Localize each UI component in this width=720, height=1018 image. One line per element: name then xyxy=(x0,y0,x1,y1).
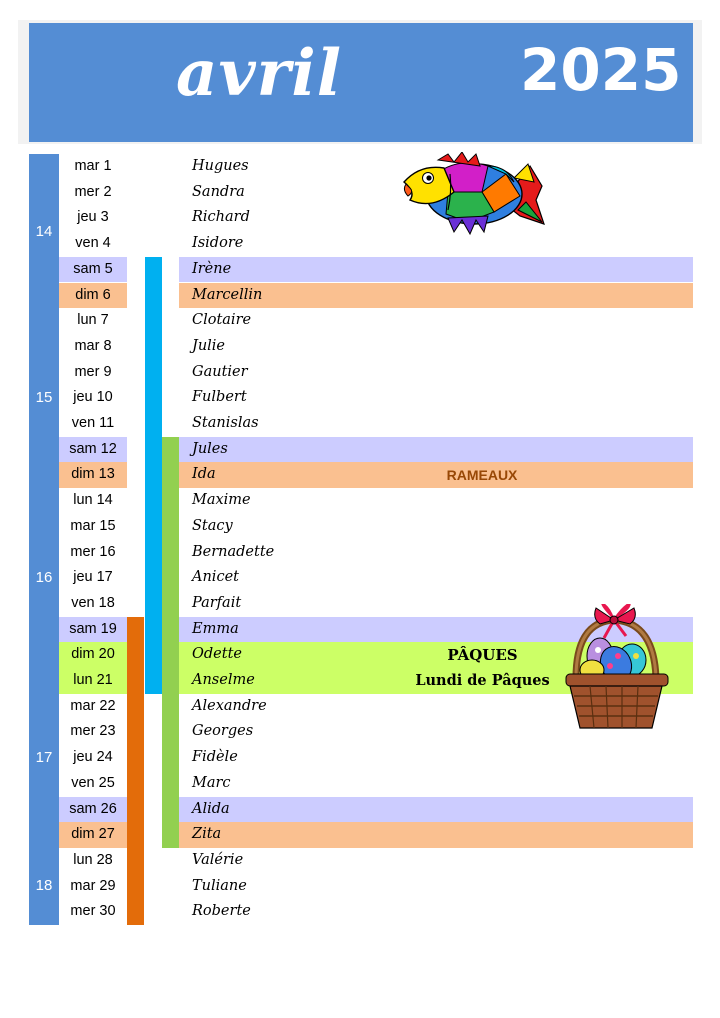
day-label: mar 1 xyxy=(74,158,112,174)
saint-name: Alida xyxy=(179,797,693,823)
saint-name: Hugues xyxy=(192,158,249,174)
saint-name: Jules xyxy=(179,437,693,463)
saint-name: Richard xyxy=(192,209,250,226)
day-row xyxy=(0,180,720,206)
day-label: jeu 3 xyxy=(77,209,109,226)
easter-basket-icon xyxy=(562,604,672,732)
day-row xyxy=(0,385,720,411)
day-row xyxy=(0,437,720,463)
day-label: sam 26 xyxy=(59,797,127,823)
saint-name: Ida xyxy=(179,462,693,488)
week-number: 15 xyxy=(35,389,53,406)
april-fish-icon xyxy=(402,152,546,236)
day-label: dim 20 xyxy=(59,642,127,668)
day-label: ven 25 xyxy=(71,774,115,791)
month-title: avril xyxy=(176,36,342,111)
day-row xyxy=(0,899,720,925)
day-label: jeu 24 xyxy=(73,749,113,766)
vacation-zone-a-bar xyxy=(145,257,162,694)
day-label: ven 4 xyxy=(75,235,111,252)
day-label: jeu 17 xyxy=(73,569,113,586)
saint-name: Anselme xyxy=(179,668,693,694)
day-row xyxy=(0,822,720,848)
day-label: mar 22 xyxy=(70,697,116,714)
saint-name: Marc xyxy=(192,774,231,791)
saint-name: Maxime xyxy=(192,492,251,509)
week-number: 18 xyxy=(35,877,53,894)
day-row xyxy=(0,540,720,566)
saint-name: Roberte xyxy=(192,903,251,920)
saint-name: Alexandre xyxy=(192,697,267,714)
day-row xyxy=(0,462,720,488)
day-label: mar 29 xyxy=(70,877,116,894)
day-label: mer 2 xyxy=(74,183,112,200)
day-row xyxy=(0,771,720,797)
saint-name: Stacy xyxy=(192,517,233,534)
saint-name: Anicet xyxy=(192,569,239,586)
week-number: 17 xyxy=(35,749,53,766)
day-label: lun 28 xyxy=(73,851,113,868)
saint-name: Bernadette xyxy=(192,543,275,560)
saint-name: Georges xyxy=(192,723,254,740)
day-label: dim 27 xyxy=(59,822,127,848)
saint-name: Irène xyxy=(179,257,693,283)
day-label: sam 5 xyxy=(59,257,127,283)
day-row xyxy=(0,334,720,360)
saint-name: Fulbert xyxy=(192,389,247,406)
day-row xyxy=(0,411,720,437)
day-label: lun 14 xyxy=(73,492,113,509)
lundi-paques-label: Lundi de Pâques xyxy=(415,672,550,689)
day-label: mer 9 xyxy=(74,363,112,380)
saint-name: Tuliane xyxy=(192,877,247,894)
day-row xyxy=(0,488,720,514)
saint-name: Stanislas xyxy=(192,415,259,431)
vacation-zone-c-bar xyxy=(127,617,144,925)
vacation-zone-b-bar xyxy=(162,437,179,848)
week-number: 14 xyxy=(35,223,53,240)
day-row xyxy=(0,360,720,386)
day-row xyxy=(0,874,720,900)
paques-label: PÂQUES xyxy=(447,646,518,664)
day-label: ven 18 xyxy=(71,594,115,611)
day-label: sam 19 xyxy=(59,617,127,643)
day-label: lun 21 xyxy=(59,668,127,694)
day-row xyxy=(0,514,720,540)
day-label: dim 6 xyxy=(59,283,127,309)
day-row xyxy=(0,205,720,231)
day-row xyxy=(0,283,720,309)
year-title: 2025 xyxy=(520,36,682,104)
day-label: mer 23 xyxy=(70,723,116,740)
saint-name: Zita xyxy=(179,822,693,848)
saint-name: Fidèle xyxy=(192,749,238,766)
saint-name: Parfait xyxy=(192,594,242,611)
day-row xyxy=(0,154,720,180)
day-label: lun 7 xyxy=(77,312,109,329)
rameaux-label: RAMEAUX xyxy=(446,467,518,483)
day-label: mar 8 xyxy=(74,337,112,354)
day-row xyxy=(0,565,720,591)
day-label: mer 16 xyxy=(70,543,116,560)
saint-name: Odette xyxy=(179,642,693,668)
saint-name: Isidore xyxy=(192,235,244,252)
day-row xyxy=(0,231,720,257)
saint-name: Gautier xyxy=(192,363,248,380)
day-row xyxy=(0,308,720,334)
saint-name: Valérie xyxy=(192,851,244,868)
saint-name: Julie xyxy=(192,337,226,354)
day-label: dim 13 xyxy=(59,462,127,488)
day-label: jeu 10 xyxy=(73,389,113,406)
day-label: mar 15 xyxy=(70,517,116,534)
saint-name: Marcellin xyxy=(179,283,693,309)
saint-name: Emma xyxy=(179,617,693,643)
week-number: 16 xyxy=(35,569,53,586)
day-label: sam 12 xyxy=(59,437,127,463)
day-row xyxy=(0,745,720,771)
day-label: ven 11 xyxy=(71,415,115,431)
day-row xyxy=(0,257,720,283)
saint-name: Sandra xyxy=(192,183,245,200)
day-row xyxy=(0,848,720,874)
day-label: mer 30 xyxy=(70,903,116,920)
saint-name: Clotaire xyxy=(192,312,252,329)
day-row xyxy=(0,797,720,823)
